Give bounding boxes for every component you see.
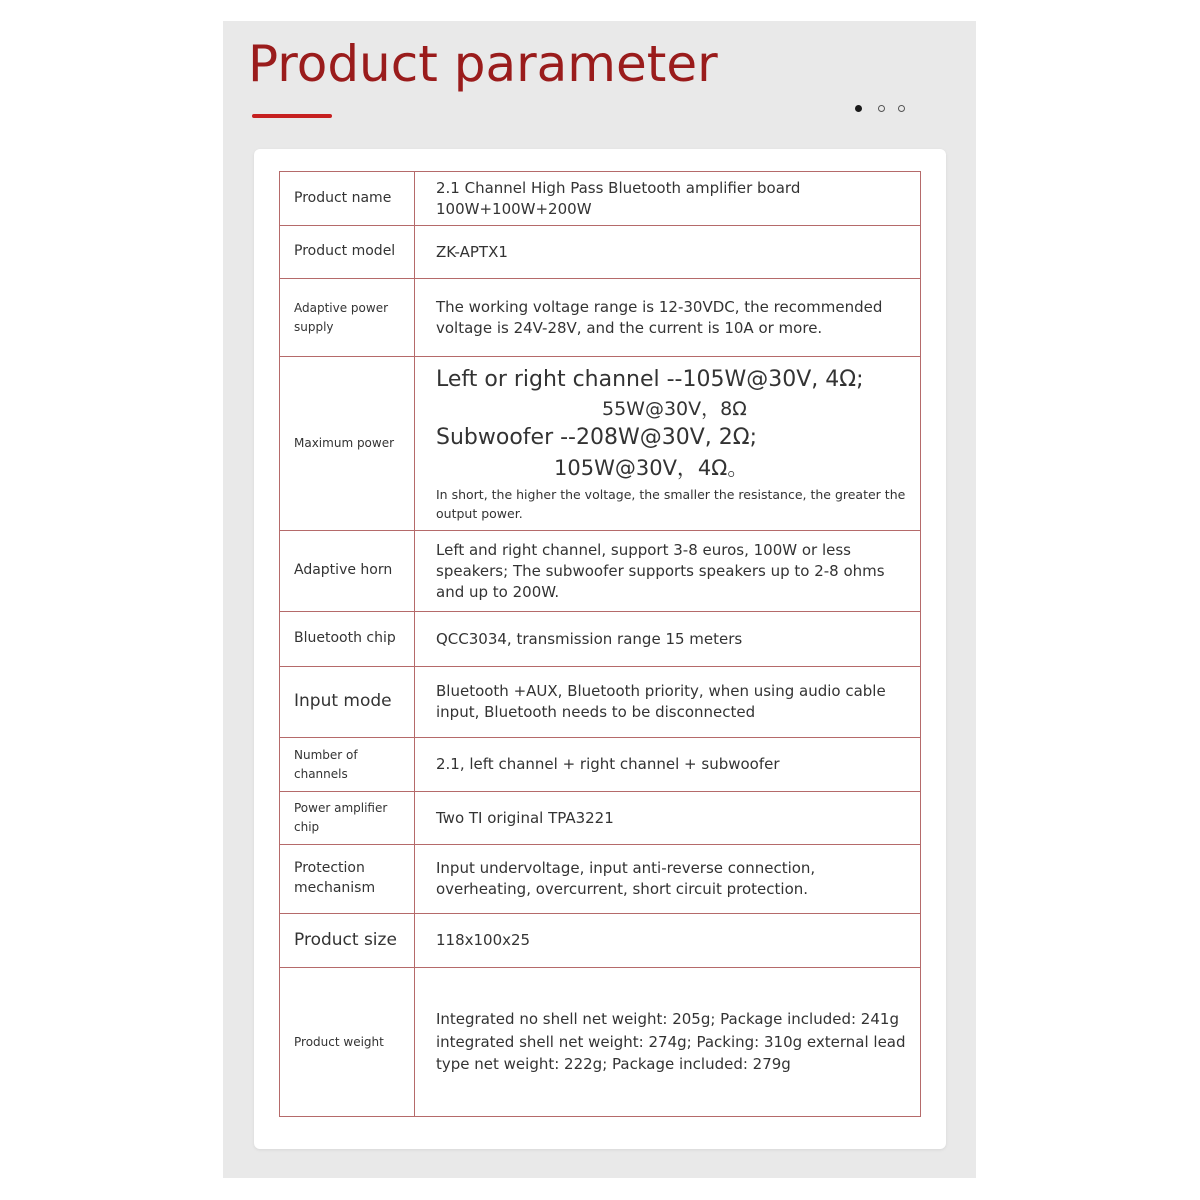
max-power-note: In short, the higher the voltage, the smaller the resistance, the greater the output power. <box>436 486 906 521</box>
row-value: QCC3034, transmission range 15 meters <box>415 612 921 667</box>
row-value: 2.1 Channel High Pass Bluetooth amplifier board 100W+100W+200W <box>415 172 921 226</box>
row-label: Product model <box>280 226 415 279</box>
max-power-line: 105W@30V，4Ω。 <box>554 455 749 480</box>
max-power-line: Subwoofer --208W@30V, 2Ω; <box>436 424 757 450</box>
table-row-protection-mechanism <box>280 845 921 914</box>
row-value: Integrated no shell net weight: 205g; Package included: 241g integrated shell net weight: 274g; Packing: 310g external lead type net weight: 222g; Package included: 279g <box>415 968 921 1117</box>
table-row-maximum-power <box>280 357 921 531</box>
pagination-dot-1[interactable] <box>855 105 862 112</box>
row-label: Input mode <box>280 667 415 738</box>
row-label: Product name <box>280 172 415 226</box>
row-label: Bluetooth chip <box>280 612 415 667</box>
row-value: Left and right channel, support 3-8 euros, 100W or less speakers; The subwoofer supports speakers up to 2-8 ohms and up to 200W. <box>415 531 921 612</box>
row-label: Power amplifier chip <box>280 792 415 845</box>
parameter-card <box>254 149 946 1149</box>
row-value: The working voltage range is 12-30VDC, the recommended voltage is 24V-28V, and the current is 10A or more. <box>415 279 921 357</box>
row-label: Product weight <box>280 968 415 1117</box>
table-row-adaptive-horn <box>280 531 921 612</box>
table-row-product-model <box>280 226 921 279</box>
table-row-product-name <box>280 172 921 226</box>
max-power-line: 55W@30V，8Ω <box>602 397 747 420</box>
table-row-product-weight <box>280 968 921 1117</box>
pagination-dot-2[interactable] <box>878 105 885 112</box>
max-power-line: Left or right channel --105W@30V, 4Ω; <box>436 366 864 392</box>
table-row-number-of-channels <box>280 738 921 792</box>
row-label: Product size <box>280 914 415 968</box>
row-value: Two TI original TPA3221 <box>415 792 921 845</box>
table-row-bluetooth-chip <box>280 612 921 667</box>
row-label: Maximum power <box>280 357 415 531</box>
row-value <box>415 357 921 531</box>
row-value: ZK-APTX1 <box>415 226 921 279</box>
product-parameter-panel <box>223 21 976 1178</box>
page-title: Product parameter <box>248 35 718 93</box>
pagination-dot-3[interactable] <box>898 105 905 112</box>
row-value: Input undervoltage, input anti-reverse connection, overheating, overcurrent, short circuit protection. <box>415 845 921 914</box>
parameter-table <box>279 171 921 1117</box>
row-value: 118x100x25 <box>415 914 921 968</box>
row-label: Protection mechanism <box>280 845 415 914</box>
row-label: Adaptive power supply <box>280 279 415 357</box>
title-underline <box>252 114 332 118</box>
table-row-product-size <box>280 914 921 968</box>
row-label: Number of channels <box>280 738 415 792</box>
table-row-power-amplifier-chip <box>280 792 921 845</box>
row-value: 2.1, left channel + right channel + subwoofer <box>415 738 921 792</box>
table-row-input-mode <box>280 667 921 738</box>
row-value: Bluetooth +AUX, Bluetooth priority, when using audio cable input, Bluetooth needs to be disconnected <box>415 667 921 738</box>
table-row-adaptive-power-supply <box>280 279 921 357</box>
pagination-dots <box>855 105 909 115</box>
row-label: Adaptive horn <box>280 531 415 612</box>
